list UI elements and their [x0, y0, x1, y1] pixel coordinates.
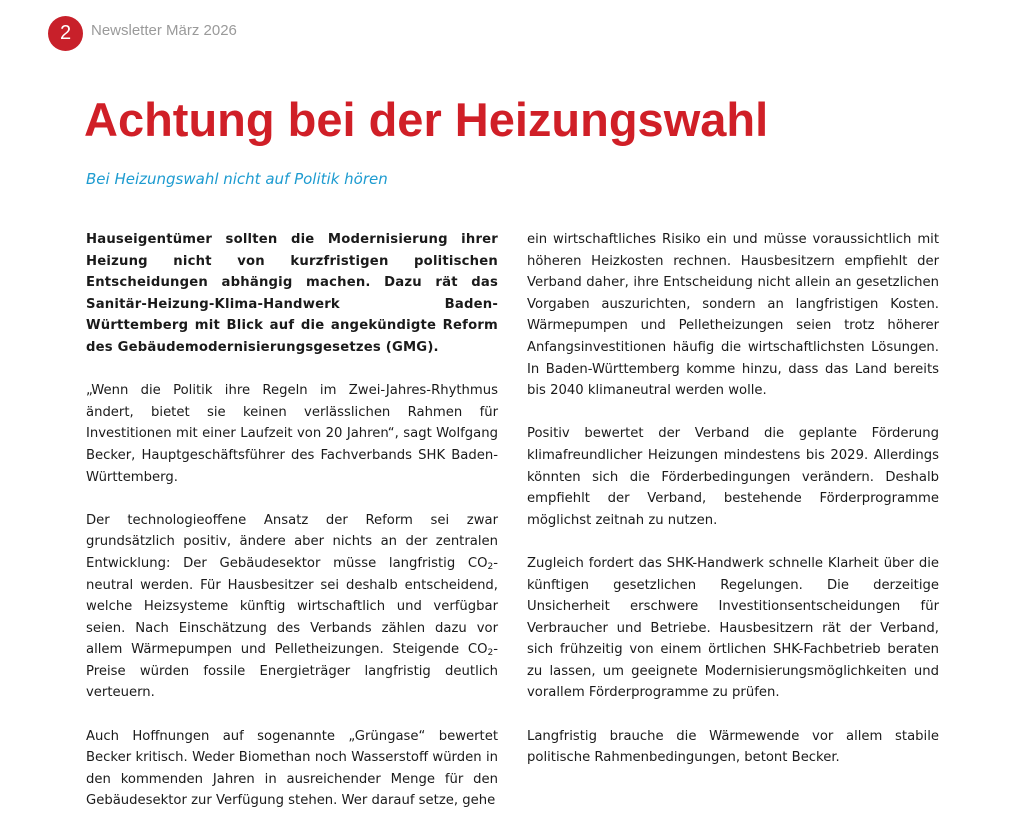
text-segment: Der technologieoffene Ansatz der Reform sei zwar grundsätzlich positiv, ändere aber nichts an der zentralen Entwicklung: Der Gebäudesektor müsse langfristig CO [86, 512, 498, 571]
article-column-right [527, 229, 939, 790]
article-column-left [86, 229, 498, 834]
newsletter-header: Newsletter März 2026 [91, 22, 237, 39]
paragraph-risk: ein wirtschaftliches Risiko ein und müsse voraussichtlich mit höheren Heizkosten rechnen. Hausbesitzern empfiehlt der Verband daher, ihre Entscheidung nicht allein an gesetzlichen Vorgaben auszurichten, sondern an langfristigen Kosten. Wärmepumpen und Pelletheizungen seien trotz höherer Anfangsinvestitionen häufig die wirtschaftlichsten Lösungen. In Baden-Württemberg komme hinzu, dass das Land bereits bis 2040 klimaneutral werden wolle. [527, 232, 939, 399]
subscript: 2 [487, 561, 494, 572]
page-number-badge: 2 [48, 16, 83, 51]
paragraph-reform [86, 510, 498, 704]
paragraph-gruengase: Auch Hoffnungen auf sogenannte „Grüngase“ bewertet Becker kritisch. Weder Biomethan noch Wasserstoff würden in den kommenden Jahren in ausreichender Menge für den Gebäudesektor zur Verfügung stehen. Wer darauf setze, gehe [86, 728, 498, 809]
article-title: Achtung bei der Heizungswahl [84, 93, 769, 146]
text-segment: -Preise würden fossile Energieträger langfristig deutlich verteuern. [86, 642, 498, 701]
paragraph-conclusion: Langfristig brauche die Wärmewende vor allem stabile politische Rahmenbedingungen, betont Becker. [527, 728, 939, 766]
article-subtitle: Bei Heizungswahl nicht auf Politik hören [86, 170, 388, 188]
paragraph-quote: „Wenn die Politik ihre Regeln im Zwei-Jahres-Rhythmus ändert, bietet sie keinen verlässlichen Rahmen für Investitionen mit einer Laufzeit von 20 Jahren“, sagt Wolfgang Becker, Hauptgeschäftsführer des Fachverbands SHK Baden-Württemberg. [86, 383, 498, 485]
subscript: 2 [487, 648, 494, 659]
paragraph-clarity: Zugleich fordert das SHK-Handwerk schnelle Klarheit über die künftigen gesetzlichen Regelungen. Die derzeitige Unsicherheit erschwere Investitionsentscheidungen für Verbraucher und Betriebe. Hausbesitzern rät der Verband, sich frühzeitig von einem örtlichen SHK-Fachbetrieb beraten zu lassen, um geeignete Modernisierungsmöglichkeiten und vorallem Förderprogramme zu prüfen. [527, 555, 939, 701]
lead-paragraph: Hauseigentümer sollten die Modernisierung ihrer Heizung nicht von kurzfristigen politischen Entscheidungen abhängig machen. Dazu rät das Sanitär-Heizung-Klima-Handwerk Baden-Württemberg mit Blick auf die angekündigte Reform des Gebäudemodernisierungsgesetzes (GMG). [86, 232, 498, 355]
paragraph-funding: Positiv bewertet der Verband die geplante Förderung klimafreundlicher Heizungen mindestens bis 2029. Allerdings könnten sich die Förderbedingungen verändern. Deshalb empfiehlt der Verband, bestehende Förderprogramme möglichst zeitnah zu nutzen. [527, 426, 939, 528]
text-segment: -neutral werden. Für Hausbesitzer sei deshalb entscheidend, welche Heizsysteme künftig wirtschaftlich und verfügbar seien. Nach Einschätzung des Verbands zählen dazu vor allem Wärmepumpen und Pelletheizungen. Steigende CO [86, 555, 498, 658]
